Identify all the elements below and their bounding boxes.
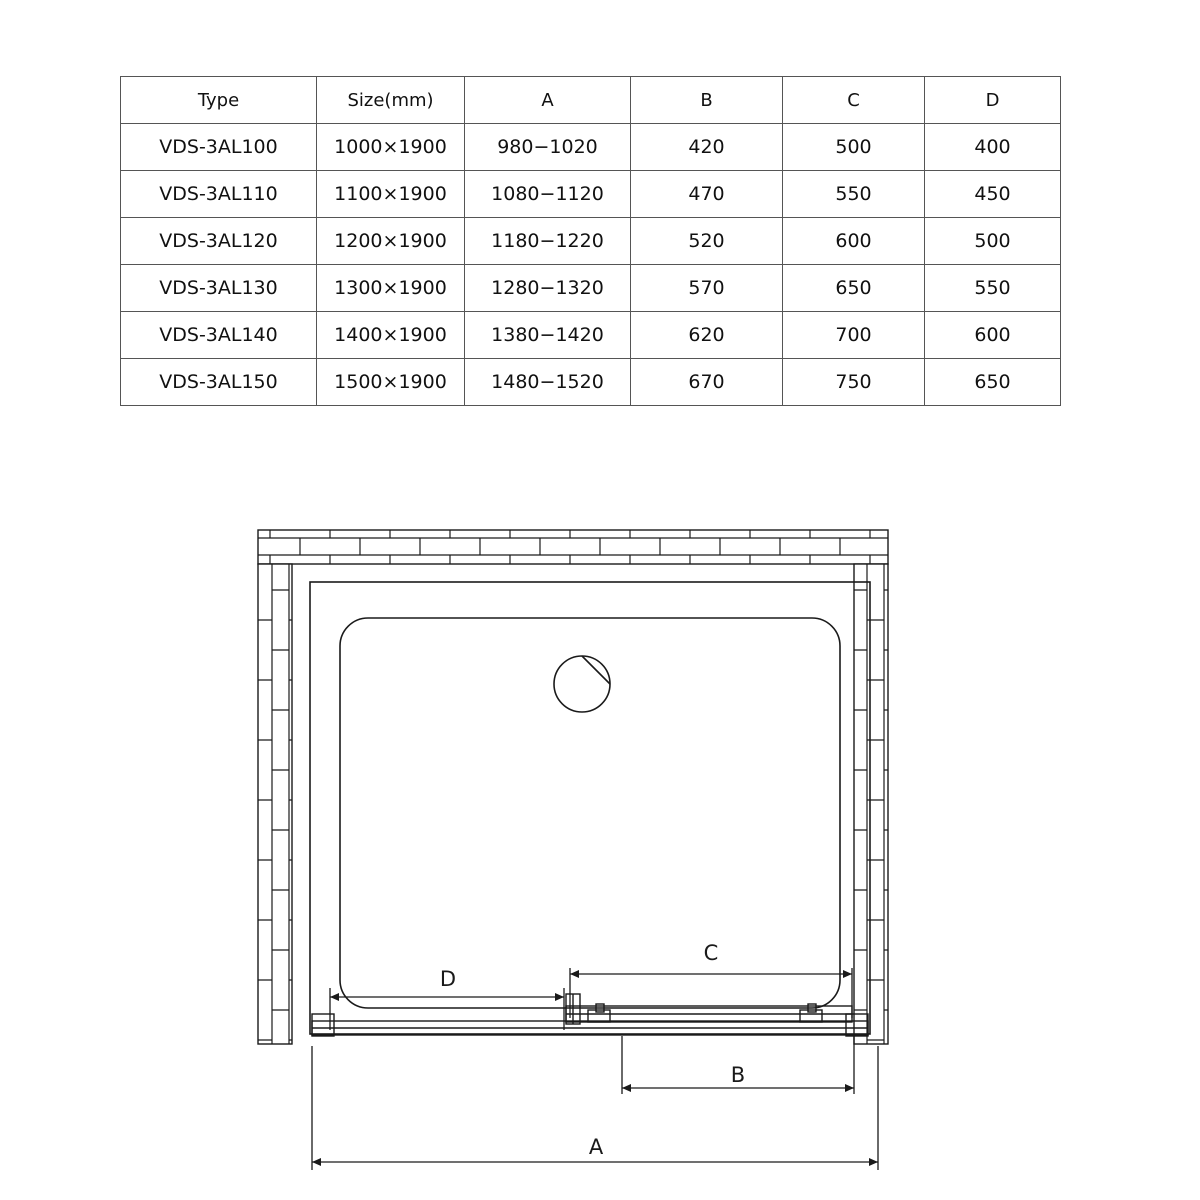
shower-head-icon <box>554 656 610 712</box>
cell-a: 1180−1220 <box>465 218 631 265</box>
table-row <box>121 171 1061 218</box>
cell-c: 750 <box>783 359 925 406</box>
cell-c: 650 <box>783 265 925 312</box>
cell-size: 1400×1900 <box>317 312 465 359</box>
cell-type: VDS-3AL150 <box>121 359 317 406</box>
table-row <box>121 124 1061 171</box>
cell-type: VDS-3AL110 <box>121 171 317 218</box>
cell-size: 1500×1900 <box>317 359 465 406</box>
cell-d: 650 <box>925 359 1061 406</box>
table-header-row <box>121 77 1061 124</box>
dimension-label-a: A <box>588 1135 604 1159</box>
column-header-size: Size(mm) <box>317 77 465 124</box>
specification-table <box>120 76 1061 406</box>
cell-d: 500 <box>925 218 1061 265</box>
cell-d: 550 <box>925 265 1061 312</box>
cell-d: 400 <box>925 124 1061 171</box>
column-header-b: B <box>631 77 783 124</box>
cell-b: 570 <box>631 265 783 312</box>
shower-enclosure-outline <box>310 582 870 1034</box>
cell-b: 420 <box>631 124 783 171</box>
cell-a: 1080−1120 <box>465 171 631 218</box>
cell-c: 600 <box>783 218 925 265</box>
cell-b: 520 <box>631 218 783 265</box>
cell-c: 550 <box>783 171 925 218</box>
specification-table-container <box>120 76 1060 406</box>
cell-a: 980−1020 <box>465 124 631 171</box>
cell-d: 450 <box>925 171 1061 218</box>
cell-type: VDS-3AL140 <box>121 312 317 359</box>
cell-size: 1000×1900 <box>317 124 465 171</box>
wall-brickwork <box>258 530 888 1044</box>
table-row <box>121 312 1061 359</box>
cell-d: 600 <box>925 312 1061 359</box>
cell-a: 1380−1420 <box>465 312 631 359</box>
table-row <box>121 218 1061 265</box>
dimension-label-b: B <box>730 1063 746 1087</box>
column-header-c: C <box>783 77 925 124</box>
cell-type: VDS-3AL130 <box>121 265 317 312</box>
cell-a: 1480−1520 <box>465 359 631 406</box>
sliding-door-track <box>312 994 868 1036</box>
table-row <box>121 359 1061 406</box>
cell-size: 1300×1900 <box>317 265 465 312</box>
column-header-a: A <box>465 77 631 124</box>
cell-a: 1280−1320 <box>465 265 631 312</box>
column-header-type: Type <box>121 77 317 124</box>
dimension-d <box>330 988 564 1030</box>
cell-type: VDS-3AL120 <box>121 218 317 265</box>
column-header-d: D <box>925 77 1061 124</box>
dimension-label-c: C <box>703 941 719 965</box>
cell-b: 470 <box>631 171 783 218</box>
technical-drawing <box>0 470 1200 1200</box>
cell-size: 1200×1900 <box>317 218 465 265</box>
cell-b: 670 <box>631 359 783 406</box>
cell-c: 700 <box>783 312 925 359</box>
cell-type: VDS-3AL100 <box>121 124 317 171</box>
cell-b: 620 <box>631 312 783 359</box>
cell-c: 500 <box>783 124 925 171</box>
cell-size: 1100×1900 <box>317 171 465 218</box>
table-row <box>121 265 1061 312</box>
dimension-label-d: D <box>439 967 457 991</box>
